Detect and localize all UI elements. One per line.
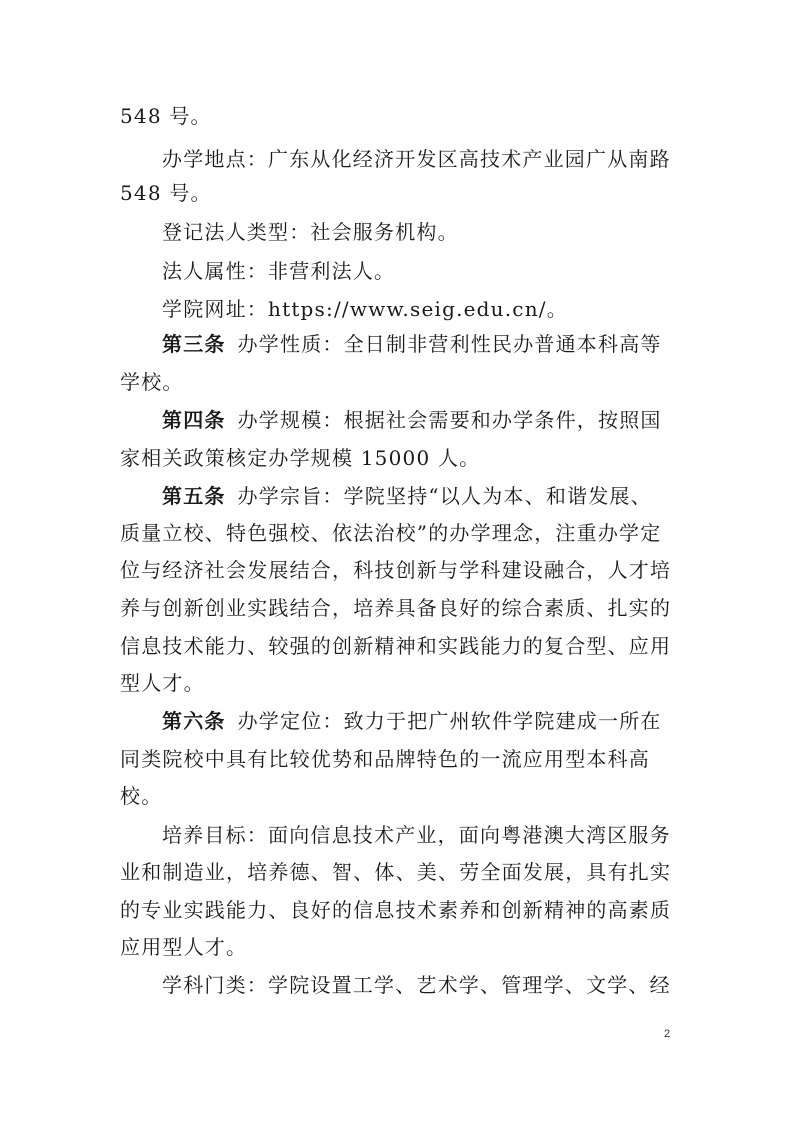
article-6: [162, 709, 722, 733]
text-line: 应用型人才。: [120, 935, 248, 959]
page-number: 2: [664, 1028, 671, 1040]
text-line: 养与创新创业实践结合，培养具备良好的综合素质、扎实的: [120, 596, 672, 620]
text-line: 校。: [120, 784, 163, 808]
text-line: 548 号。: [120, 181, 212, 205]
text-line: 学校。: [120, 370, 184, 394]
article-4-label: 第四条: [162, 408, 226, 432]
article-6-text: 办学定位：致力于把广州软件学院建成一所在: [237, 709, 662, 733]
text-line: 位与经济社会发展结合，科技创新与学科建设融合，人才培: [120, 558, 672, 582]
article-4: [162, 408, 722, 432]
text-line: 学科门类：学院设置工学、艺术学、管理学、文学、经: [162, 973, 671, 997]
article-4-text: 办学规模：根据社会需要和办学条件，按照国: [237, 408, 662, 432]
article-6-label: 第六条: [162, 709, 226, 733]
article-3: [162, 332, 722, 356]
text-line: 548 号。: [120, 104, 212, 128]
text-line: 学院网址：https://www.seig.edu.cn/。: [162, 297, 568, 321]
article-3-text: 办学性质：全日制非营利性民办普通本科高等: [237, 332, 662, 356]
text-line: 信息技术能力、较强的创新精神和实践能力的复合型、应用: [120, 634, 672, 658]
text-line: 业和制造业，培养德、智、体、美、劳全面发展，具有扎实: [120, 860, 672, 884]
article-5-text: 办学宗旨：学院坚持“以人为本、和谐发展、: [237, 484, 652, 508]
text-line: 法人属性：非营利法人。: [162, 259, 396, 283]
article-3-label: 第三条: [162, 332, 226, 356]
text-line: 质量立校、特色强校、依法治校”的办学理念，注重办学定: [120, 521, 662, 545]
text-line: 同类院校中具有比较优势和品牌特色的一流应用型本科高: [120, 747, 650, 771]
text-line: 登记法人类型：社会服务机构。: [162, 220, 459, 244]
text-line: 家相关政策核定办学规模 15000 人。: [120, 446, 481, 470]
article-5-label: 第五条: [162, 484, 226, 508]
text-line: 型人才。: [120, 671, 205, 695]
article-5: [162, 484, 722, 508]
text-line: 的专业实践能力、良好的信息技术素养和创新精神的高素质: [120, 898, 672, 922]
text-line: 办学地点：广东从化经济开发区高技术产业园广从南路: [162, 147, 671, 171]
text-line: 培养目标：面向信息技术产业，面向粤港澳大湾区服务: [162, 823, 671, 847]
